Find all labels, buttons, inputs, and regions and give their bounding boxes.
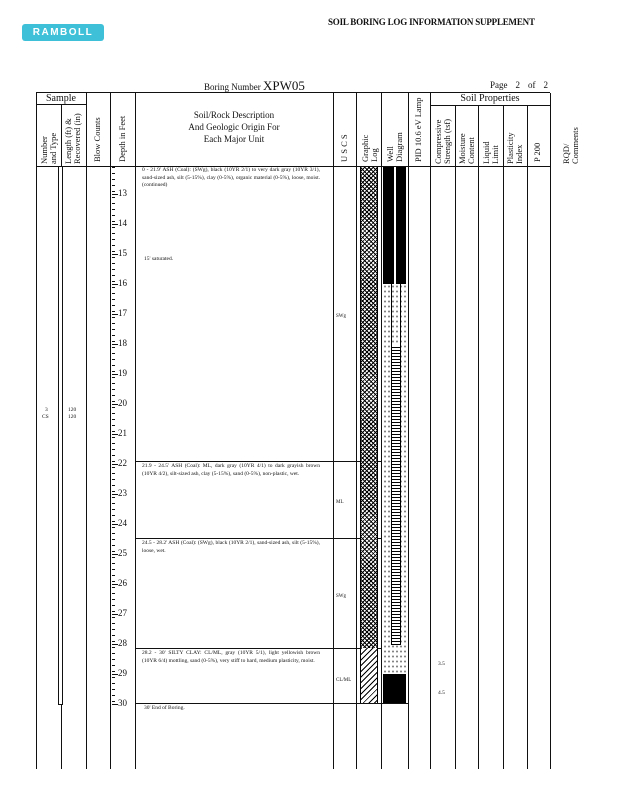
- depth-tick-minor: [112, 167, 115, 168]
- depth-tick-minor: [112, 473, 115, 474]
- depth-label: 23: [118, 488, 127, 498]
- depth-tick-minor: [112, 515, 115, 516]
- depth-tick-minor: [112, 641, 115, 642]
- depth-label: 14: [118, 218, 127, 228]
- depth-tick-minor: [112, 215, 115, 216]
- col-line: [135, 93, 136, 769]
- depth-label: 16: [118, 278, 127, 288]
- uscs-code: SWg: [336, 314, 346, 319]
- depth-tick-minor: [112, 665, 115, 666]
- header-moisture: Moisture Content: [457, 133, 476, 164]
- depth-tick-minor: [112, 611, 115, 612]
- well-casing-right: [397, 167, 406, 284]
- unit-boundary: [135, 538, 381, 539]
- col-line: [110, 93, 111, 769]
- depth-tick-minor: [112, 287, 115, 288]
- header-blow-counts: Blow Counts: [92, 117, 102, 162]
- depth-tick-minor: [112, 407, 115, 408]
- depth-tick-minor: [112, 185, 115, 186]
- depth-tick-minor: [112, 245, 115, 246]
- depth-tick-minor: [112, 419, 115, 420]
- depth-tick-minor: [112, 239, 115, 240]
- depth-label: 27: [118, 608, 127, 618]
- depth-tick-minor: [112, 347, 115, 348]
- depth-tick-minor: [112, 503, 115, 504]
- graphic-log-ash: [360, 167, 378, 648]
- depth-tick-minor: [112, 563, 115, 564]
- sample-number: 3: [45, 407, 48, 413]
- depth-tick-minor: [112, 341, 115, 342]
- depth-tick-minor: [112, 197, 115, 198]
- depth-tick-minor: [112, 461, 115, 462]
- depth-tick-minor: [112, 443, 115, 444]
- header-well-diagram: Well Diagram: [385, 132, 404, 162]
- depth-tick-minor: [112, 299, 115, 300]
- depth-tick-minor: [112, 623, 115, 624]
- depth-tick-minor: [112, 599, 115, 600]
- boring-end-line: [135, 703, 408, 704]
- depth-label: 20: [118, 398, 127, 408]
- depth-tick-minor: [112, 395, 115, 396]
- depth-tick-minor: [112, 695, 115, 696]
- depth-tick-minor: [112, 485, 115, 486]
- depth-tick-minor: [112, 401, 115, 402]
- sample-interval-bar: [58, 166, 63, 705]
- header-pid: PID 10.6 eV Lamp: [413, 97, 423, 162]
- depth-tick-minor: [112, 389, 115, 390]
- depth-tick-minor: [112, 551, 115, 552]
- depth-tick-minor: [112, 545, 115, 546]
- depth-tick-minor: [112, 275, 115, 276]
- depth-tick-minor: [112, 329, 115, 330]
- ramboll-logo: RAMBOLL: [22, 24, 104, 41]
- depth-tick-minor: [112, 617, 115, 618]
- depth-tick-minor: [112, 467, 115, 468]
- depth-tick-minor: [112, 647, 115, 648]
- depth-label: 25: [118, 548, 127, 558]
- depth-label: 24: [118, 518, 127, 528]
- depth-tick-minor: [112, 371, 115, 372]
- col-line: [86, 93, 87, 769]
- col-line: [527, 105, 528, 769]
- depth-tick-minor: [112, 539, 115, 540]
- depth-tick-minor: [112, 257, 115, 258]
- group-header-divider-right: [430, 105, 550, 106]
- depth-tick-minor: [112, 497, 115, 498]
- col-line: [381, 93, 382, 769]
- uscs-code: CL/ML: [336, 678, 352, 683]
- depth-tick-minor: [112, 671, 115, 672]
- unit-description: 21.9 - 24.5' ASH (Coal): ML, dark gray (10YR 4/1) to dark grayish brown (10YR 4/2), silt-sized ash, clay (5-15%), sand (0-5%), non-plastic, wet.: [142, 463, 320, 477]
- depth-tick-minor: [112, 527, 115, 528]
- page-indicator: [490, 80, 556, 90]
- header-length: Length (ft) & Recovered (in): [63, 113, 82, 164]
- depth-tick-minor: [112, 233, 115, 234]
- header-number-type: Number and Type: [39, 132, 58, 164]
- page-of: of: [528, 80, 536, 90]
- depth-tick-minor: [112, 689, 115, 690]
- depth-tick-minor: [112, 605, 115, 606]
- col-line: [408, 93, 409, 769]
- depth-label: 30: [118, 698, 127, 708]
- depth-tick-minor: [112, 179, 115, 180]
- depth-tick-minor: [112, 227, 115, 228]
- depth-tick-minor: [112, 377, 115, 378]
- unit-boundary: [135, 461, 381, 462]
- depth-tick-minor: [112, 317, 115, 318]
- depth-tick-minor: [112, 701, 115, 702]
- compressive-value: 3.5: [438, 661, 445, 667]
- depth-tick-minor: [112, 449, 115, 450]
- depth-tick-minor: [112, 269, 115, 270]
- boring-number: XPW05: [263, 78, 305, 93]
- depth-tick-minor: [112, 203, 115, 204]
- depth-tick-minor: [112, 677, 115, 678]
- note-saturated: 15' saturated.: [144, 256, 174, 262]
- depth-tick-minor: [112, 455, 115, 456]
- col-line: [478, 105, 479, 769]
- graphic-log-silty-clay: [360, 648, 378, 703]
- header-p200: P 200: [532, 142, 542, 162]
- end-of-boring-note: 30' End of Boring.: [144, 705, 185, 711]
- sample-recovered: 120: [68, 414, 77, 420]
- depth-tick-minor: [112, 491, 115, 492]
- depth-tick-minor: [112, 323, 115, 324]
- header-uscs: U S C S: [339, 134, 349, 162]
- depth-tick-minor: [112, 221, 115, 222]
- depth-tick-minor: [112, 521, 115, 522]
- header-graphic-log: Graphic Log: [360, 134, 379, 162]
- depth-tick-minor: [112, 281, 115, 282]
- unit-description: 28.2 - 30' SILTY CLAY: CL/ML, gray (10YR 5/1), light yellowish brown (10YR 6/4) mottling, sand (0-5%), very stiff to hard, medium plasticity, moist.: [142, 650, 320, 664]
- col-line: [356, 93, 357, 769]
- depth-label: 19: [118, 368, 127, 378]
- depth-tick-minor: [112, 305, 115, 306]
- depth-label: 17: [118, 308, 127, 318]
- depth-label: 22: [118, 458, 127, 468]
- depth-tick-minor: [112, 413, 115, 414]
- depth-label: 15: [118, 248, 127, 258]
- sample-length: 120: [68, 407, 77, 413]
- depth-tick-minor: [112, 251, 115, 252]
- depth-tick-minor: [112, 557, 115, 558]
- depth-label: 29: [118, 668, 127, 678]
- col-line: [430, 93, 431, 769]
- sample-group-header: Sample: [46, 93, 76, 104]
- depth-tick-minor: [112, 509, 115, 510]
- col-line: [503, 105, 504, 769]
- depth-tick-minor: [112, 335, 115, 336]
- depth-tick-minor: [112, 569, 115, 570]
- depth-tick-minor: [112, 209, 115, 210]
- depth-tick-minor: [112, 383, 115, 384]
- depth-tick-minor: [112, 575, 115, 576]
- depth-tick-minor: [112, 581, 115, 582]
- depth-tick-minor: [112, 293, 115, 294]
- depth-tick-minor: [112, 311, 115, 312]
- page-number: 2: [515, 80, 520, 90]
- depth-label: 13: [118, 188, 127, 198]
- depth-tick-minor: [112, 479, 115, 480]
- depth-tick-minor: [112, 191, 115, 192]
- col-line: [36, 93, 37, 769]
- header-plasticity: Plasticity Index: [505, 132, 524, 164]
- unit-description: 24.5 - 28.2' ASH (Coal): (SWg), black (10YR 2/1), sand-sized ash, silt (5-15%), loose, wet.: [142, 540, 320, 554]
- depth-tick-minor: [112, 359, 115, 360]
- well-screen: [391, 345, 401, 645]
- well-riser: [393, 167, 397, 284]
- depth-tick-minor: [112, 653, 115, 654]
- col-line: [455, 105, 456, 769]
- header-depth: Depth in Feet: [117, 115, 127, 162]
- depth-label: 21: [118, 428, 127, 438]
- sample-type: CS: [42, 414, 49, 420]
- depth-tick-minor: [112, 629, 115, 630]
- soil-properties-group-header: Soil Properties: [460, 93, 520, 104]
- header-description: Soil/Rock Description And Geologic Origin For Each Major Unit: [188, 110, 280, 144]
- depth-label: 18: [118, 338, 127, 348]
- boring-label: Boring Number: [204, 82, 261, 92]
- header-liquid: Liquid Limit: [481, 141, 500, 164]
- depth-tick-minor: [112, 353, 115, 354]
- compressive-value: 4.5: [438, 690, 445, 696]
- well-casing-left: [383, 167, 393, 284]
- depth-tick-minor: [112, 431, 115, 432]
- well-casing-open: [391, 284, 401, 345]
- depth-tick-minor: [112, 593, 115, 594]
- depth-tick-minor: [112, 173, 115, 174]
- well-bottom-seal: [383, 674, 406, 703]
- depth-tick-minor: [112, 365, 115, 366]
- depth-label: 28: [118, 638, 127, 648]
- unit-description: 0 - 21.9' ASH (Coal): (SWg), black (10YR 2/1) to very dark gray (10YR 3/1), sand-sized ash, silt (5-15%), clay (0-5%), organic material (0-5%), loose, moist. (continued): [142, 167, 320, 188]
- depth-tick-minor: [112, 437, 115, 438]
- depth-tick-minor: [112, 587, 115, 588]
- header-compressive: Compressive Strength (tsf): [433, 118, 452, 164]
- depth-label: 26: [118, 578, 127, 588]
- header-rqd: RQD/ Comments: [561, 127, 580, 164]
- page-total: 2: [543, 80, 548, 90]
- depth-tick-minor: [112, 659, 115, 660]
- document-title: SOIL BORING LOG INFORMATION SUPPLEMENT: [328, 17, 535, 27]
- depth-tick-minor: [112, 533, 115, 534]
- depth-tick-minor: [112, 263, 115, 264]
- depth-tick-minor: [112, 683, 115, 684]
- page-label: Page: [490, 80, 508, 90]
- col-line: [550, 93, 551, 769]
- unit-boundary: [135, 648, 381, 649]
- depth-tick-minor: [112, 635, 115, 636]
- uscs-code: SWg: [336, 594, 346, 599]
- uscs-code: ML: [336, 500, 344, 505]
- depth-tick-minor: [112, 425, 115, 426]
- col-line: [333, 93, 334, 769]
